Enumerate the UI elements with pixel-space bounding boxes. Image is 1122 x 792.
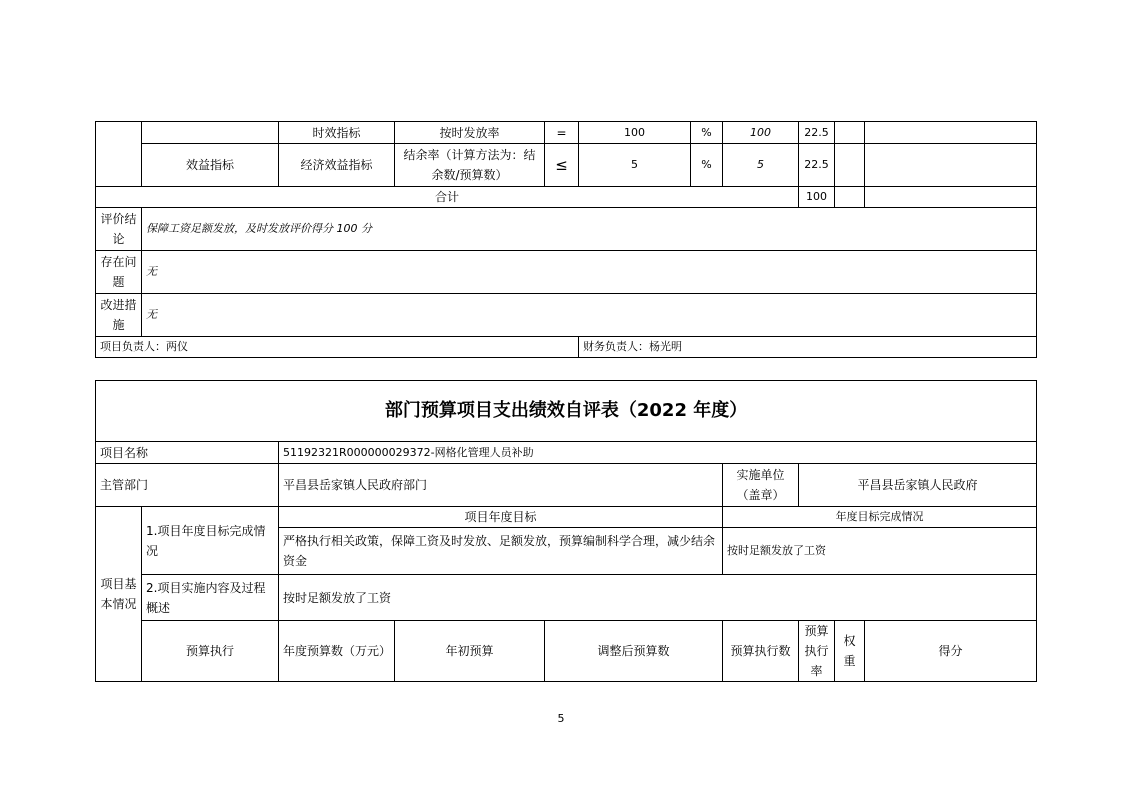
goal-label: 1.项目年度目标完成情况	[142, 507, 279, 575]
evaluation-label: 评价结论	[96, 208, 142, 251]
basic-info-label: 项目基本情况	[96, 507, 142, 682]
unit-value: 平昌县岳家镇人民政府	[799, 464, 1037, 507]
score-cell	[835, 122, 865, 144]
budget-col-annual: 年度预算数（万元）	[279, 621, 395, 682]
self-evaluation-form	[95, 380, 1037, 682]
budget-col-adjusted: 调整后预算数	[545, 621, 723, 682]
reason-cell	[865, 144, 1037, 187]
target-value: 100	[579, 122, 691, 144]
form-title: 部门预算项目支出绩效自评表（2022 年度）	[96, 381, 1037, 442]
indicator-l2: 经济效益指标	[279, 144, 395, 187]
finance-lead: 财务负责人：杨光明	[579, 337, 1037, 358]
operator: =	[545, 122, 579, 144]
improvements-label: 改进措施	[96, 294, 142, 337]
indicator-l2: 时效指标	[279, 122, 395, 144]
budget-col-score: 得分	[865, 621, 1037, 682]
budget-col-executed: 预算执行数	[723, 621, 799, 682]
completion-text: 按时足额发放了工资	[723, 528, 1037, 575]
operator: ≤	[545, 144, 579, 187]
score-cell	[835, 187, 865, 208]
process-label: 2.项目实施内容及过程概述	[142, 575, 279, 621]
dept-label: 主管部门	[96, 464, 279, 507]
total-label: 合计	[96, 187, 799, 208]
actual-value: 5	[723, 144, 799, 187]
actual-value: 100	[723, 122, 799, 144]
blank-cell	[142, 122, 279, 144]
budget-col-weight: 权重	[835, 621, 865, 682]
blank-cell	[96, 122, 142, 187]
indicator-l3: 按时发放率	[395, 122, 545, 144]
problems-text: 无	[142, 251, 1037, 294]
problems-label: 存在问题	[96, 251, 142, 294]
budget-col-rate: 预算执行率	[799, 621, 835, 682]
goal-header: 项目年度目标	[279, 507, 723, 528]
reason-cell	[865, 187, 1037, 208]
total-value: 100	[799, 187, 835, 208]
page-number: 5	[557, 712, 565, 725]
completion-header: 年度目标完成情况	[723, 507, 1037, 528]
weight: 22.5	[799, 122, 835, 144]
unit: %	[691, 122, 723, 144]
dept-value: 平昌县岳家镇人民政府部门	[279, 464, 723, 507]
project-name-label: 项目名称	[96, 442, 279, 464]
score-cell	[835, 144, 865, 187]
unit-label: 实施单位（盖章）	[723, 464, 799, 507]
indicator-l1: 效益指标	[142, 144, 279, 187]
weight: 22.5	[799, 144, 835, 187]
evaluation-text: 保障工资足额发放，及时发放评价得分 100 分	[142, 208, 1037, 251]
project-lead: 项目负责人：两仪	[96, 337, 579, 358]
goal-text: 严格执行相关政策，保障工资及时发放、足额发放，预算编制科学合理，减少结余资金	[279, 528, 723, 575]
indicator-table	[95, 121, 1037, 358]
budget-exec-label: 预算执行	[142, 621, 279, 682]
unit: %	[691, 144, 723, 187]
reason-cell	[865, 122, 1037, 144]
improvements-text: 无	[142, 294, 1037, 337]
process-text: 按时足额发放了工资	[279, 575, 1037, 621]
target-value: 5	[579, 144, 691, 187]
indicator-l3: 结余率（计算方法为：结余数/预算数）	[395, 144, 545, 187]
budget-col-initial: 年初预算	[395, 621, 545, 682]
project-name: 51192321R000000029372-网格化管理人员补助	[279, 442, 1037, 464]
